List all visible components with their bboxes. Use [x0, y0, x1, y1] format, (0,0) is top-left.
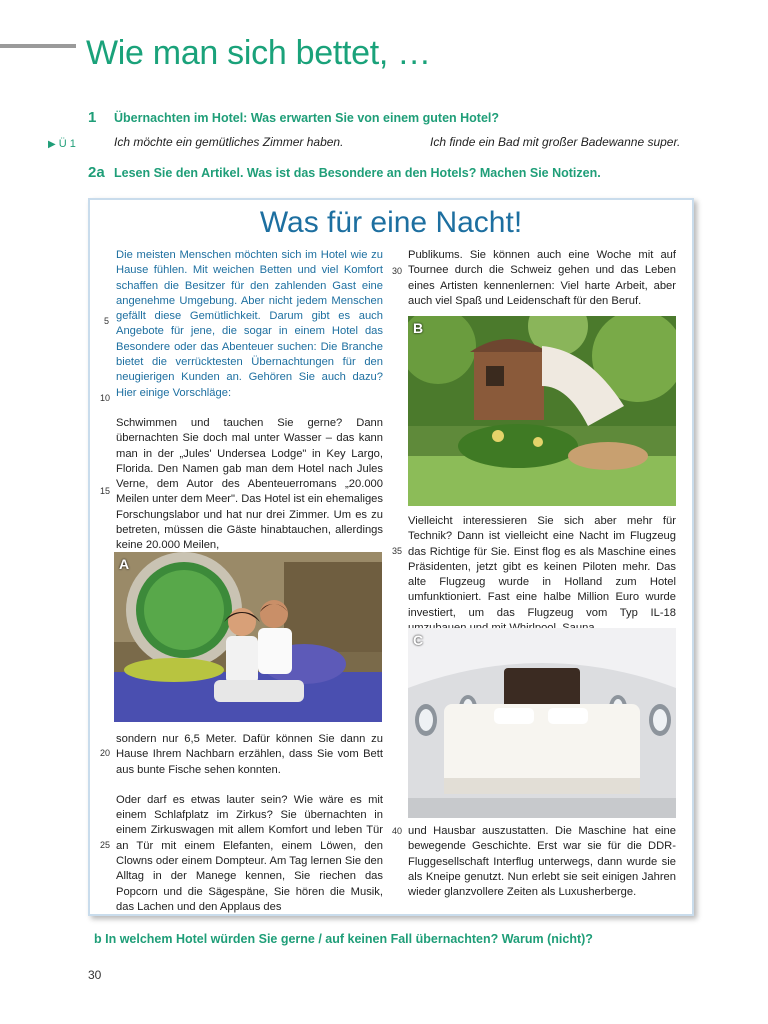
article-intro: Die meisten Menschen möchten sich im Hotel wie zu Hause fühlen. Mit weichen Betten und viel Komfort schaffen die Besitzer für den zahlenden Gast eine angenehme Umgebung. Aber nicht jedem Menschen gefällt diese Gemütlichkeit. Darum gibt es auch Angebote für jene, die sogar in einem Hotel das Besondere oder das Abenteuer suchen: Die Branche bietet die verrücktesten Übernachtungen für den neugierigen Kunden an. Gehören Sie auch dazu? Hier einige Vorschläge:: [116, 249, 383, 399]
task1-instruction: Übernachten im Hotel: Was erwarten Sie von einem guten Hotel?: [114, 111, 500, 125]
exercise-ref-label: Ü 1: [58, 138, 76, 150]
article-para-circus-1: Oder darf es etwas lauter sein? Wie wäre es mit einem Schlafplatz im Zirkus? Sie übernachten in einem Zirkuswagen mit allem Komfort und leben Tür an Tür mit einem Elefanten, einem Löwen, den Clowns oder einem Dompteur. Am Tag lernen Sie den Alltag in der Manege kennen, Sie riechen das Popcorn und die Sägespäne, Sie hören die Musik, das Lachen und den Applaus des: [116, 793, 383, 913]
article-left-column: [116, 248, 383, 554]
article-headline: Was für eine Nacht!: [259, 206, 523, 239]
photo-a-label: A: [119, 556, 130, 572]
line-number: 5: [104, 316, 110, 326]
article-para-airplane-1: Vielleicht interessieren Sie sich aber mehr für Technik? Dann ist vielleicht eine Nacht im Flugzeug das Richtige für Sie. Einst flog es als Maschine eines Präsidenten, jetzt gibt es keinen Piloten mehr. Das alte Flugzeug wurde in Holland zum Hotel umfunktioniert. Fast eine halbe Million Euro wurde investiert, um das Flugzeug vom Typ IL-18: [408, 515, 676, 619]
photo-c-airplane-bedroom: [408, 628, 676, 818]
article-right-column-top: [408, 248, 676, 309]
example-right: Ich finde ein Bad mit großer Badewanne super.: [430, 135, 681, 149]
task2a-number: 2a: [88, 164, 105, 181]
line-number: 30: [392, 266, 403, 276]
article-right-column-middle: [408, 514, 676, 636]
photo-b-circus-wagon: [408, 316, 676, 506]
line-number: 15: [100, 486, 111, 496]
play-triangle-icon: ▶: [48, 139, 56, 150]
header-rule: [0, 44, 76, 48]
article-para-underwater-1: Schwimmen und tauchen Sie gerne? Dann übernachten Sie doch mal unter Wasser – das kann man in der „Jules' Undersea Lodge" in Key Largo, Florida. Den Namen gab man dem Hotel nach Jules Verne, dem Autor des Abenteuerromans „20.000 Meilen unter dem Meer". Das Hotel ist ein ehemaliges Forschungslabor und hat nur drei Zimmer. Um es zu betreten, müssen die Gäste hinabtauchen, allerdings keine 20.000 Meilen,: [116, 416, 383, 552]
line-number: 10: [100, 393, 111, 403]
example-left: Ich möchte ein gemütliches Zimmer haben.: [114, 135, 344, 149]
article-para-airplane-2: und Hausbar auszustatten. Die Maschine hat eine bewegende Geschichte. Erst war sie für die DDR-Fluggesellschaft Interflug unterwegs, dann wurde sie als Kneipe genutzt. Nun erlebt sie seit einigen Jahren wieder glanzvollere Zeiten als Luxusherberge.: [408, 825, 676, 899]
line-number: 20: [100, 748, 111, 758]
article-left-column-lower: [116, 732, 383, 915]
line-number: 35: [392, 546, 403, 556]
page-title: Wie man sich bettet, …: [86, 34, 431, 72]
line-number: 25: [100, 840, 111, 850]
task2a-instruction: Lesen Sie den Artikel. Was ist das Besondere an den Hotels? Machen Sie Notizen.: [114, 166, 601, 180]
task2b-instruction: b In welchem Hotel würden Sie gerne / auf keinen Fall übernachten? Warum (nicht)?: [94, 932, 593, 946]
article-para-circus-2: Publikums. Sie können auch eine Woche mit auf Tournee durch die Schweiz gehen und das Leben eines Artisten kennenlernen: Viel harte Arbeit, aber auch viel Spaß und Leidenschaft für den Beruf.: [408, 249, 676, 307]
photo-b-label: B: [413, 320, 424, 336]
task1-number: 1: [88, 109, 97, 126]
exercise-reference[interactable]: [48, 138, 76, 150]
article-box: [88, 198, 694, 916]
page-number: 30: [88, 968, 102, 982]
photo-c-label: C: [413, 632, 424, 648]
article-right-column-bottom: [408, 824, 676, 900]
photo-a-underwater-room: [114, 552, 382, 722]
article-para-underwater-2: sondern nur 6,5 Meter. Dafür können Sie dann zu Hause Ihrem Nachbarn erzählen, dass Sie vom Bett aus bunte Fische sehen konnten.: [116, 733, 383, 776]
line-number: 40: [392, 826, 403, 836]
